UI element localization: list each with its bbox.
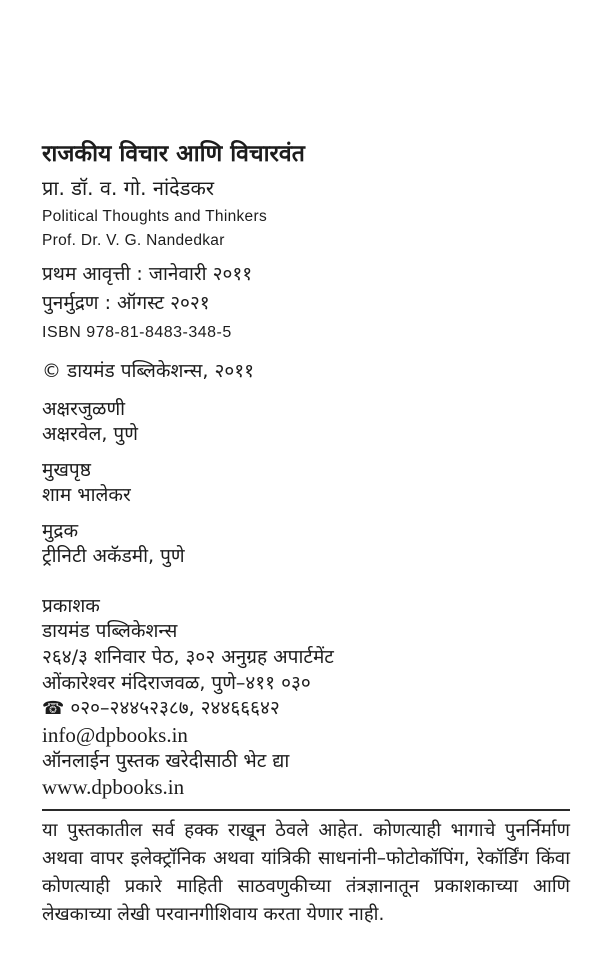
book-title-english: Political Thoughts and Thinkers: [42, 208, 267, 225]
credit-name: शाम भालेकर: [42, 484, 131, 506]
rights-divider: [42, 809, 570, 811]
publisher-email: info@dpbooks.in: [42, 723, 188, 747]
first-edition-line: प्रथम आवृत्ती : जानेवारी २०११: [42, 263, 253, 285]
phone-icon: ☎: [42, 698, 65, 719]
publisher-label: प्रकाशक: [42, 595, 100, 617]
credit-role: मुखपृष्ठ: [42, 459, 91, 481]
credit-role: मुद्रक: [42, 520, 79, 542]
book-title-marathi: राजकीय विचार आणि विचारवंत: [42, 141, 305, 167]
rights-notice-paragraph: या पुस्तकातील सर्व हक्क राखून ठेवले आहेत. कोणत्याही भागाचे पुनर्निर्माण अथवा वापर इलेक्ट्रॉनिक अथवा यांत्रिकी साधनांनी–फोटोकॉपिंग, रेकॉर्डिंग किंवा कोणत्याही प्रकारे माहिती साठवणुकीच्या तंत्रज्ञानातून प्रकाशकाच्या आणि लेखकाच्या लेखी परवानगीशिवाय करता येणार नाही.: [42, 820, 570, 925]
credit-block-printer: [42, 520, 572, 568]
book-author-english: Prof. Dr. V. G. Nandedkar: [42, 232, 225, 249]
online-purchase-note: ऑनलाईन पुस्तक खरेदीसाठी भेट द्या: [42, 750, 290, 772]
reprint-line: पुनर्मुद्रण : ऑगस्ट २०२१: [42, 292, 210, 314]
publisher-address-line2: ओंकारेश्वर मंदिराजवळ, पुणे–४११ ०३०: [42, 672, 311, 694]
credit-block-typesetting: [42, 398, 572, 446]
imprint-content: [42, 141, 572, 929]
publisher-name: डायमंड पब्लिकेशन्स: [42, 620, 178, 642]
publisher-block: [42, 595, 572, 799]
isbn-line: ISBN 978-81-8483-348-5: [42, 324, 232, 341]
publisher-address-line1: २६४/३ शनिवार पेठ, ३०२ अनुग्रह अपार्टमेंट: [42, 646, 334, 668]
credit-name: अक्षरवेल, पुणे: [42, 423, 138, 445]
publisher-phone-line: [42, 698, 572, 719]
credit-role: अक्षरजुळणी: [42, 398, 126, 420]
phone-numbers: ०२०–२४४५२३८७, २४४६६६४२: [70, 697, 280, 719]
credit-name: ट्रीनिटी अकॅडमी, पुणे: [42, 545, 185, 567]
copyright-line: © डायमंड पब्लिकेशन्स, २०११: [42, 360, 254, 382]
publisher-website: www.dpbooks.in: [42, 775, 185, 799]
book-author-marathi: प्रा. डॉ. व. गो. नांदेडकर: [42, 176, 214, 200]
credit-block-cover: [42, 459, 572, 507]
